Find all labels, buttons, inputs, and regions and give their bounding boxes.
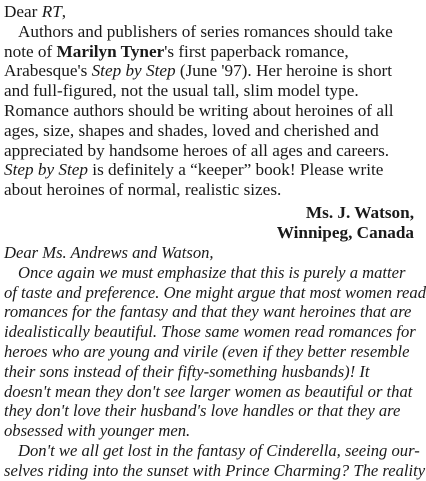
body-line: Once again we must emphasize that this is purely a matter (18, 262, 406, 282)
body-line: heroes who are young and virile (even if they better resemble (4, 341, 410, 361)
body-line: their sons instead of their fifty-something husbands)! It (4, 361, 370, 381)
body-line: Romance authors should be writing about heroines of all (4, 100, 394, 120)
body-line: selves riding into the sunset with Prince Charming? The reality (4, 460, 426, 480)
book-title: Step by Step (91, 61, 176, 81)
signature-name: Ms. J. Watson, (305, 202, 414, 222)
body-line: note of Marilyn Tyner's first paperback romance, (4, 41, 349, 61)
reply-salutation: Dear Ms. Andrews and Watson, (4, 243, 214, 262)
body-line: they don't love their husband's love handles or that they are (4, 401, 401, 421)
body-line: ages, size, shapes and shades, loved and cherished and (4, 120, 379, 140)
letter-signature (4, 203, 418, 243)
salutation-prefix: Dear (4, 2, 42, 21)
signature-location: Winnipeg, Canada (276, 222, 414, 242)
body-line: of taste and preference. One might argue that most women read (4, 282, 426, 302)
salutation-comma: , (61, 2, 67, 21)
body-line: Step by Step is definitely a “keeper” book! Please write (4, 160, 384, 180)
body-line: about heroines of normal, realistic sizes. (4, 180, 282, 200)
reader-letter (4, 2, 418, 243)
body-line: doesn't mean they don't see larger women as beautiful or that (4, 381, 413, 401)
magazine-name: RT (41, 2, 62, 21)
body-line: romances for the fantasy and that they want heroines that are (4, 302, 412, 322)
body-line: Authors and publishers of series romances should take (18, 21, 393, 41)
editor-reply (4, 243, 426, 481)
body-line: obsessed with younger men. (4, 421, 191, 441)
body-line: Arabesque's Step by Step (June '97). Her heroine is short (4, 61, 393, 81)
body-line: Don't we all get lost in the fantasy of Cinderella, seeing our- (18, 440, 420, 460)
body-line: appreciated by handsome heroes of all ages and careers. (4, 140, 390, 160)
letter-salutation (4, 2, 418, 22)
body-line: idealistically beautiful. Those same women read romances for (4, 322, 416, 342)
author-name: Marilyn Tyner (56, 41, 165, 61)
book-title: Step by Step (4, 160, 88, 180)
body-line: and full-figured, not the usual tall, slim model type. (4, 81, 359, 101)
